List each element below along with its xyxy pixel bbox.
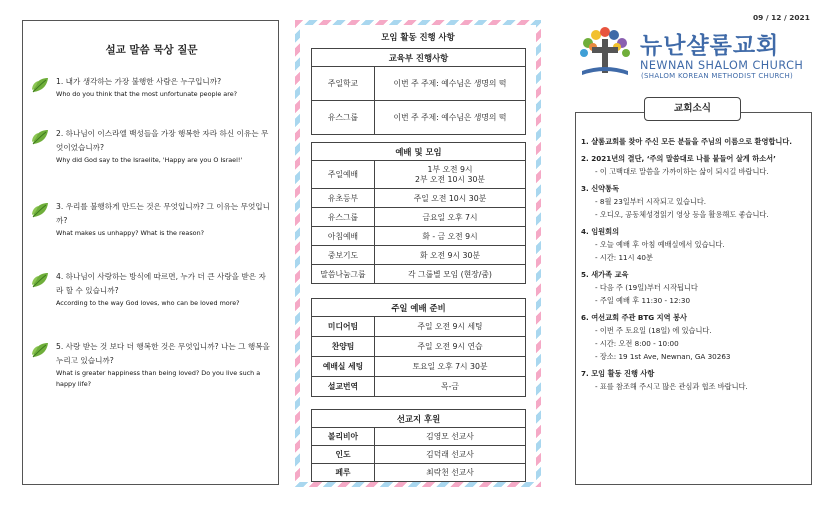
activities-title: 모임 활동 진행 사항: [381, 32, 455, 42]
question-korean: 1. 내가 생각하는 가장 불행한 사람은 누구입니까?: [56, 77, 222, 86]
cross-tree-logo-icon: [574, 25, 636, 81]
news-item-heading: 7. 모임 활동 진행 사항: [581, 369, 655, 378]
worship-label: 유스그룹: [312, 208, 375, 227]
leaf-icon: [30, 270, 50, 290]
worship-value-line1: 1부 오전 9시: [427, 164, 473, 174]
worship-label: 아침예배: [312, 227, 375, 246]
worship-value-line2: 2부 오전 10시 30분: [415, 174, 485, 184]
news-item-detail: - 시간: 오전 8:00 - 10:00: [595, 339, 679, 348]
meditation-title: 설교 말씀 묵상 질문: [105, 44, 198, 56]
prep-label: 설교번역: [312, 377, 375, 397]
leaf-icon: [30, 127, 50, 147]
prep-value: 주일 오전 9시 연습: [375, 337, 526, 357]
activities-panel: [295, 20, 541, 487]
news-item-heading: 3. 신약통독: [581, 184, 620, 193]
news-item-detail: - 이 고백대로 말씀을 가까이하는 삶이 되시길 바랍니다.: [595, 167, 769, 176]
news-item-detail: - 주일 예배 후 11:30 - 12:30: [595, 296, 691, 305]
mission-table: [311, 409, 526, 482]
meditation-question: [30, 75, 270, 100]
news-item-detail: - 다음 주 (19일)부터 시작됩니다: [595, 283, 698, 292]
church-name-korean: 뉴난샬롬교회: [640, 33, 780, 59]
education-value: 이번 주 주제: 예수님은 생명의 떡: [375, 67, 526, 101]
worship-label: 중보기도: [312, 246, 375, 265]
news-item-detail: - 표를 참조해 주시고 많은 관심과 협조 바랍니다.: [595, 382, 748, 391]
church-news-body: [581, 135, 809, 397]
worship-value: 화 - 금 오전 9시: [375, 227, 526, 246]
mission-value: 최락천 선교사: [375, 464, 526, 482]
question-english: Who do you think that the most unfortunate people are?: [56, 90, 238, 98]
question-korean: 4. 하나님이 사랑하는 방식에 따르면, 누가 더 큰 사랑을 받은 자라 할 수 있습니까?: [56, 272, 266, 295]
worship-value: 각 그룹별 모임 (현장/줌): [375, 265, 526, 284]
news-item-detail: - 시간: 11시 40분: [595, 253, 653, 262]
mission-label: 볼리비아: [312, 428, 375, 446]
worship-value: 화 오전 9시 30분: [375, 246, 526, 265]
bulletin-date: 09 / 12 / 2021: [753, 13, 810, 22]
education-value: 이번 주 주제: 예수님은 생명의 떡: [375, 101, 526, 135]
meditation-question: [30, 127, 270, 166]
prep-table: [311, 298, 526, 397]
question-korean: 5. 사랑 받는 것 보다 더 행복한 것은 무엇입니까? 나는 그 행복을 누리고 있습니까?: [56, 342, 270, 365]
news-item-heading: 2. 2021년의 결단, ‘주의 말씀대로 나를 붙들어 살게 하소서’: [581, 154, 776, 163]
question-korean: 3. 우리를 불행하게 만드는 것은 무엇입니까? 그 이유는 무엇입니까?: [56, 202, 270, 225]
news-item-detail: - 8월 23일부터 시작되고 있습니다.: [595, 197, 707, 206]
prep-value: 토요일 오후 7시 30분: [375, 357, 526, 377]
mission-value: 김영모 선교사: [375, 428, 526, 446]
news-item-detail: - 이번 주 토요일 (18일) 에 있습니다.: [595, 326, 712, 335]
news-item: [581, 311, 809, 363]
news-item: [581, 152, 809, 178]
worship-value: 주일 오전 10시 30분: [375, 189, 526, 208]
news-item: [581, 182, 809, 221]
mission-label: 인도: [312, 446, 375, 464]
news-item: [581, 268, 809, 307]
mission-label: 페루: [312, 464, 375, 482]
church-name-subtitle: (SHALOM KOREAN METHODIST CHURCH): [641, 72, 794, 80]
meditation-question: [30, 200, 270, 239]
church-name-english: NEWNAN SHALOM CHURCH: [640, 59, 804, 72]
meditation-question: [30, 340, 270, 390]
church-news-panel: [575, 103, 812, 485]
leaf-icon: [30, 75, 50, 95]
question-english: According to the way God loves, who can be loved more?: [56, 299, 240, 307]
mission-value: 김덕래 선교사: [375, 446, 526, 464]
church-news-title: 교회소식: [644, 97, 741, 121]
news-item-detail: - 오디오, 공동체성경읽기 영상 등을 활용해도 좋습니다.: [595, 210, 769, 219]
worship-label: 유초등부: [312, 189, 375, 208]
leaf-icon: [30, 340, 50, 360]
prep-value: 주일 오전 9시 세팅: [375, 317, 526, 337]
news-item-detail: - 오늘 예배 후 아침 예배실에서 있습니다.: [595, 240, 725, 249]
prep-label: 미디어팀: [312, 317, 375, 337]
news-item-heading: 4. 임원회의: [581, 227, 620, 236]
news-item-heading: 6. 여선교회 주관 BTG 지역 봉사: [581, 313, 687, 322]
worship-value: 금요일 오후 7시: [375, 208, 526, 227]
education-header: 교육부 진행사항: [312, 49, 526, 67]
worship-label: 말씀나눔그룹: [312, 265, 375, 284]
meditation-question: [30, 270, 270, 309]
prep-label: 예배실 세팅: [312, 357, 375, 377]
worship-header: 예배 및 모임: [312, 143, 526, 161]
prep-header: 주일 예배 준비: [312, 299, 526, 317]
education-table: [311, 48, 526, 135]
news-item: [581, 225, 809, 264]
news-item: [581, 135, 809, 148]
question-english: Why did God say to the Israelite, 'Happy are you O Israel!': [56, 156, 243, 164]
question-korean: 2. 하나님이 이스라엘 백성들을 가장 행복한 자라 하신 이유는 무엇이었습니까?: [56, 129, 269, 152]
activities-inner: [300, 25, 536, 482]
education-label: 주일학교: [312, 67, 375, 101]
news-item-heading: 1. 샬롬교회를 찾아 주신 모든 분들을 주님의 이름으로 환영합니다.: [581, 137, 793, 146]
leaf-icon: [30, 200, 50, 220]
prep-value: 목-금: [375, 377, 526, 397]
mission-header: 선교지 후원: [312, 410, 526, 428]
question-english: What is greater happiness than being loved? Do you live such a happy life?: [56, 369, 261, 388]
worship-value: [375, 161, 526, 189]
prep-label: 찬양팀: [312, 337, 375, 357]
worship-table: [311, 142, 526, 284]
news-item-detail: - 장소: 19 1st Ave, Newnan, GA 30263: [595, 352, 731, 361]
news-item-heading: 5. 새가족 교육: [581, 270, 629, 279]
question-english: What makes us unhappy? What is the reason?: [56, 229, 205, 237]
worship-label: 주일예배: [312, 161, 375, 189]
news-item: [581, 367, 809, 393]
education-label: 유스그룹: [312, 101, 375, 135]
